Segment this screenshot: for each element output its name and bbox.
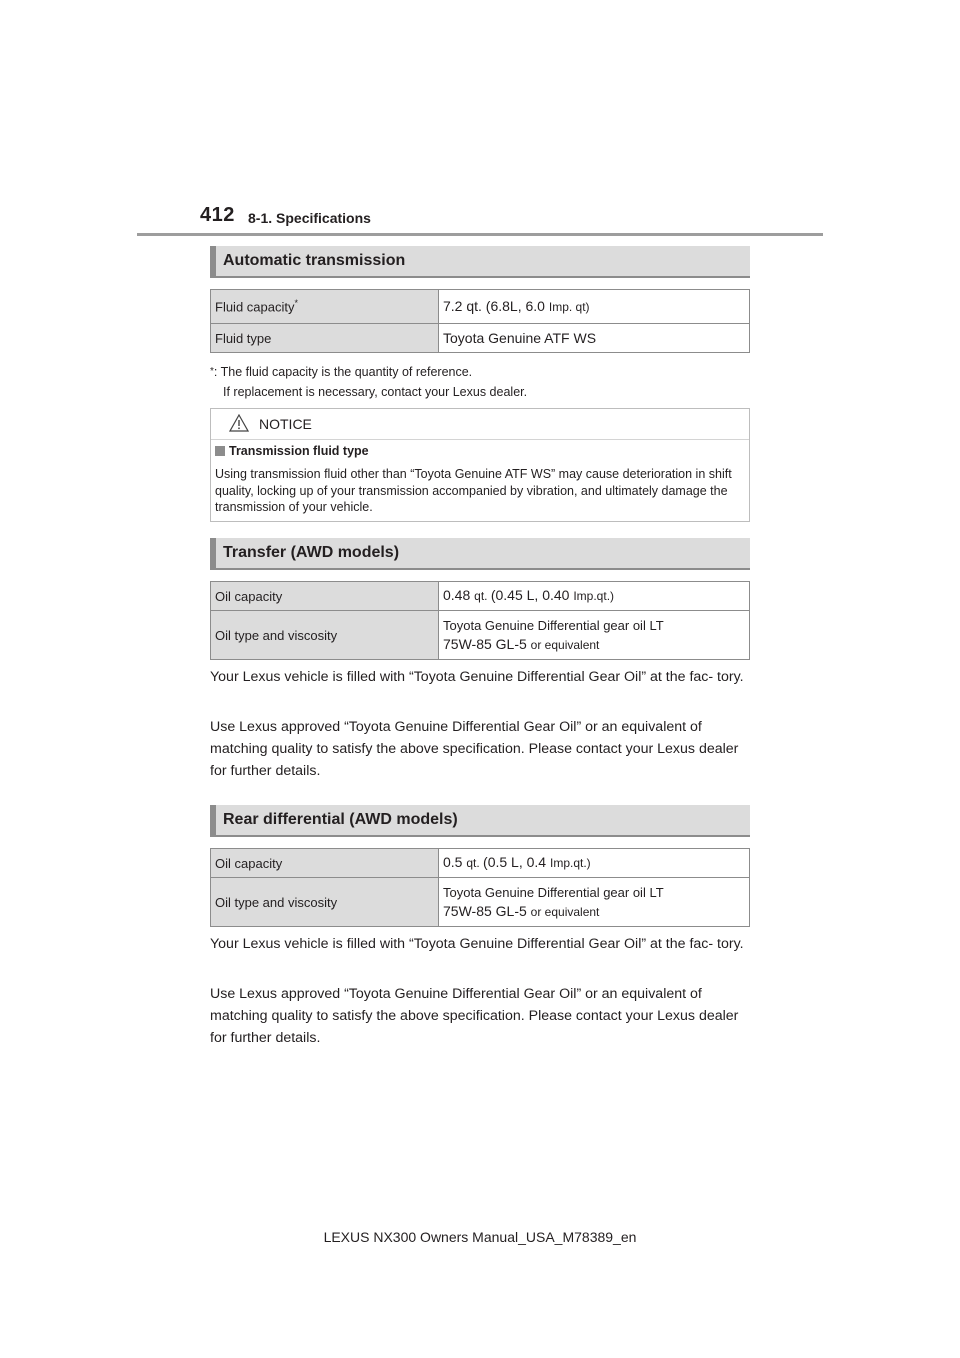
row-label: Fluid type	[211, 324, 439, 353]
notice-header	[211, 409, 749, 440]
square-bullet-icon	[215, 446, 225, 456]
row-label: Oil type and viscosity	[211, 611, 439, 660]
row-label: Oil capacity	[211, 849, 439, 878]
row-value: Toyota Genuine ATF WS	[439, 324, 750, 353]
row-label: Fluid capacity*	[211, 290, 439, 324]
page-number: 412	[200, 204, 235, 226]
transfer-table	[210, 581, 750, 660]
warning-triangle-icon	[229, 414, 249, 437]
automatic-transmission-table	[210, 289, 750, 353]
notice-subheading: Transmission fluid type	[215, 444, 369, 458]
heading-text: Rear differential (AWD models)	[223, 811, 458, 828]
section-title: 8-1. Specifications	[248, 210, 371, 226]
header-divider	[137, 233, 823, 236]
row-value: Toyota Genuine Differential gear oil LT 75W-85 GL-5 or equivalent	[439, 878, 750, 927]
rear-differential-paragraph-2: Use Lexus approved “Toyota Genuine Differential Gear Oil” or an equivalent of matching quality to satisfy the above specification. Please contact your Lexus dealer for further details.	[210, 986, 739, 1046]
fluid-capacity-footnote: *: The fluid capacity is the quantity of reference. If replacement is necessary, contact your Lexus dealer.	[210, 365, 528, 399]
heading-text: Transfer (AWD models)	[223, 544, 400, 561]
notice-title: NOTICE	[259, 416, 312, 432]
transfer-heading	[210, 538, 750, 570]
footer-text: LEXUS NX300 Owners Manual_USA_M78389_en	[323, 1229, 637, 1245]
transfer-paragraph-1: Your Lexus vehicle is filled with “Toyota Genuine Differential Gear Oil” at the fac- tory.	[210, 669, 744, 685]
transfer-paragraph-2: Use Lexus approved “Toyota Genuine Differential Gear Oil” or an equivalent of matching quality to satisfy the above specification. Please contact your Lexus dealer for further details.	[210, 719, 739, 779]
table-row	[211, 878, 750, 927]
notice-box	[210, 408, 750, 522]
table-row	[211, 290, 750, 324]
row-value: 0.5 qt. (0.5 L, 0.4 Imp.qt.)	[439, 849, 750, 878]
row-label: Oil capacity	[211, 582, 439, 611]
rear-differential-heading	[210, 805, 750, 837]
rear-differential-table	[210, 848, 750, 927]
table-row	[211, 582, 750, 611]
row-value: 0.48 qt. (0.45 L, 0.40 Imp.qt.)	[439, 582, 750, 611]
heading-text: Automatic transmission	[223, 252, 406, 269]
notice-body: Using transmission fluid other than “Toyota Genuine ATF WS” may cause deterioration in shift quality, locking up of your transmission accompanied by vibration, and ultimately damage the transmission of your vehicle.	[215, 467, 732, 514]
table-row	[211, 849, 750, 878]
automatic-transmission-heading	[210, 246, 750, 278]
row-value: Toyota Genuine Differential gear oil LT 75W-85 GL-5 or equivalent	[439, 611, 750, 660]
table-row	[211, 324, 750, 353]
rear-differential-paragraph-1: Your Lexus vehicle is filled with “Toyota Genuine Differential Gear Oil” at the fac- tory.	[210, 936, 744, 952]
row-value: 7.2 qt. (6.8L, 6.0 Imp. qt)	[439, 290, 750, 324]
table-row	[211, 611, 750, 660]
row-label: Oil type and viscosity	[211, 878, 439, 927]
